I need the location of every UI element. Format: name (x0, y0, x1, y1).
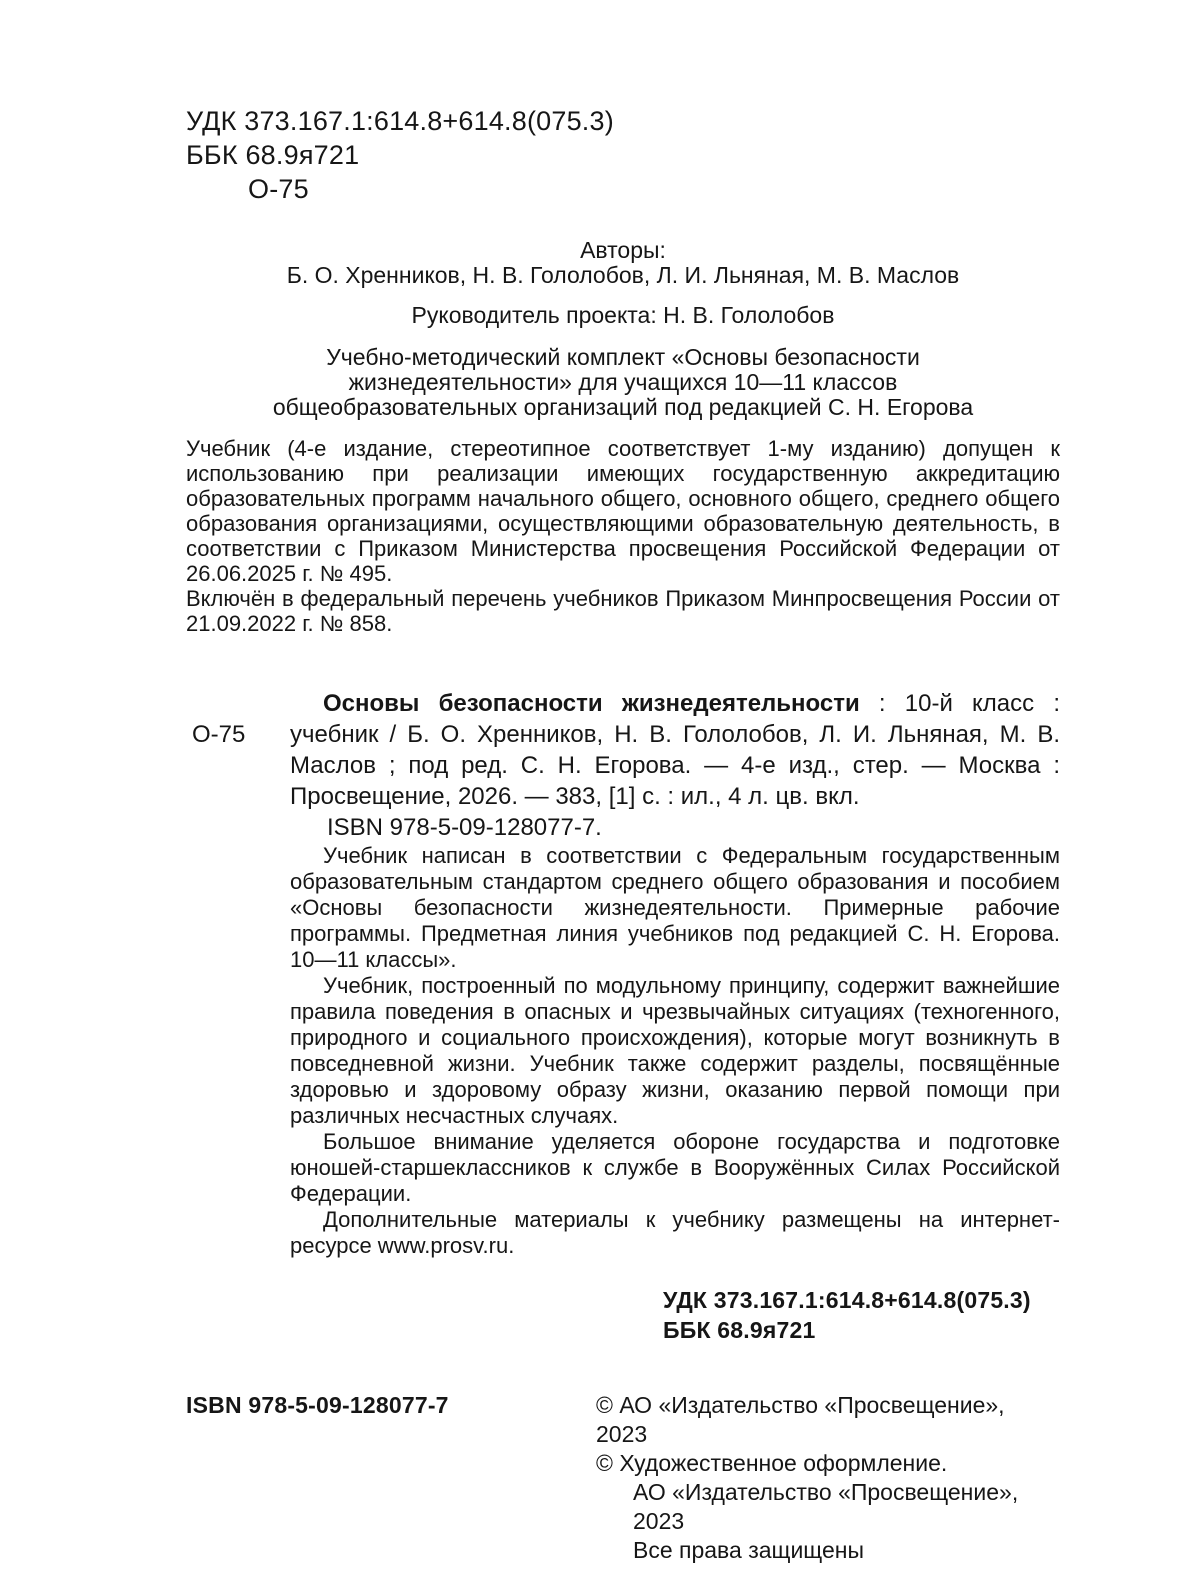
author-sign: О-75 (248, 174, 309, 204)
approval-paragraph: Учебник (4-е издание, стереотипное соответствует 1-му изданию) допущен к использованию при реализации имеющих государственную аккредитацию образовательных программ начального общего, основного общего, среднего общего образования организациями, осуществляющими образовательную деятельность, в соответствии с Приказом Министерства просвещения Российской Федерации от 26.06.2025 г. № 495. (186, 436, 1060, 586)
copyright-line: АО «Издательство «Просвещение», 2023 (633, 1479, 1019, 1534)
book-title: Основы безопасности жизнедеятельности (323, 690, 860, 717)
authors-names: Б. О. Хренников, Н. В. Гололобов, Л. И. Льняная, М. В. Маслов (286, 262, 960, 288)
annotation-paragraph: Дополнительные материалы к учебнику размещены на интернет-ресурсе www.prosv.ru. (290, 1207, 1060, 1258)
bottom-udk-code: УДК 373.167.1:614.8+614.8(075.3) (663, 1287, 1031, 1313)
udk-code: УДК 373.167.1:614.8+614.8(075.3) (186, 106, 614, 136)
umk-line: Учебно-методический комплект «Основы безопасности (326, 344, 920, 370)
bottom-bbk-code: ББК 68.9я721 (663, 1317, 816, 1343)
authors-block (186, 238, 1060, 420)
approval-block (186, 436, 1060, 636)
bottom-codes-block (663, 1285, 1060, 1345)
project-lead: Руководитель проекта: Н. В. Гололобов (411, 302, 835, 328)
copyright-line: © АО «Издательство «Просвещение», 2023 (596, 1392, 1005, 1447)
annotation-paragraph: Учебник написан в соответствии с Федеральным государственным образовательным стандартом среднего общего образования и пособием «Основы безопасности жизнедеятельности. Примерные рабочие программы. Предметная линия учебников под редакцией С. Н. Егорова. 10—11 классы». (290, 843, 1060, 972)
annotation-paragraph: Большое внимание уделяется обороне государства и подготовке юношей-старшеклассников к службе в Вооружённых Силах Российской Федерации. (290, 1129, 1060, 1206)
umk-line: общеобразовательных организаций под редакцией С. Н. Егорова (272, 394, 974, 420)
catalog-author-sign: О-75 (192, 721, 246, 748)
annotation-block (186, 843, 1060, 1259)
bbk-code: ББК 68.9я721 (186, 140, 360, 170)
authors-label: Авторы: (580, 237, 666, 263)
annotation-paragraph: Учебник, построенный по модульному принципу, содержит важнейшие правила поведения в опасных и чрезвычайных ситуациях (техногенного, природного и социального происхождения), которые могут возникнуть в повседневной жизни. Учебник также содержит разделы, посвящённые здоровью и здоровому образу жизни, оказанию первой помощи при различных несчастных случаях. (290, 973, 1060, 1128)
copyright-line: Все права защищены (633, 1537, 864, 1563)
inclusion-paragraph: Включён в федеральный перечень учебников Приказом Минпросвещения России от 21.09.2022 г. № 858. (186, 586, 1060, 636)
copyright-block (596, 1391, 1060, 1565)
top-codes-block (186, 104, 1060, 206)
copyright-line: © Художественное оформление. (596, 1450, 948, 1476)
footer-isbn: ISBN 978-5-09-128077-7 (186, 1392, 449, 1418)
catalog-isbn: ISBN 978-5-09-128077-7. (327, 814, 602, 841)
footer-block (186, 1391, 1060, 1565)
catalog-entry-rest: : 10-й класс : учебник / Б. О. Хренников, Н. В. Гололобов, Л. И. Льняная, М. В. Маслов ; под ред. С. Н. Егорова. — 4-е изд., стер. — Москва : Просвещение, 2026. — 383, [1] с. : ил., 4 л. цв. вкл. (290, 690, 1060, 810)
catalog-card (186, 688, 1060, 843)
catalog-entry (290, 688, 1060, 812)
umk-line: жизнедеятельности» для учащихся 10—11 классов (348, 369, 898, 395)
